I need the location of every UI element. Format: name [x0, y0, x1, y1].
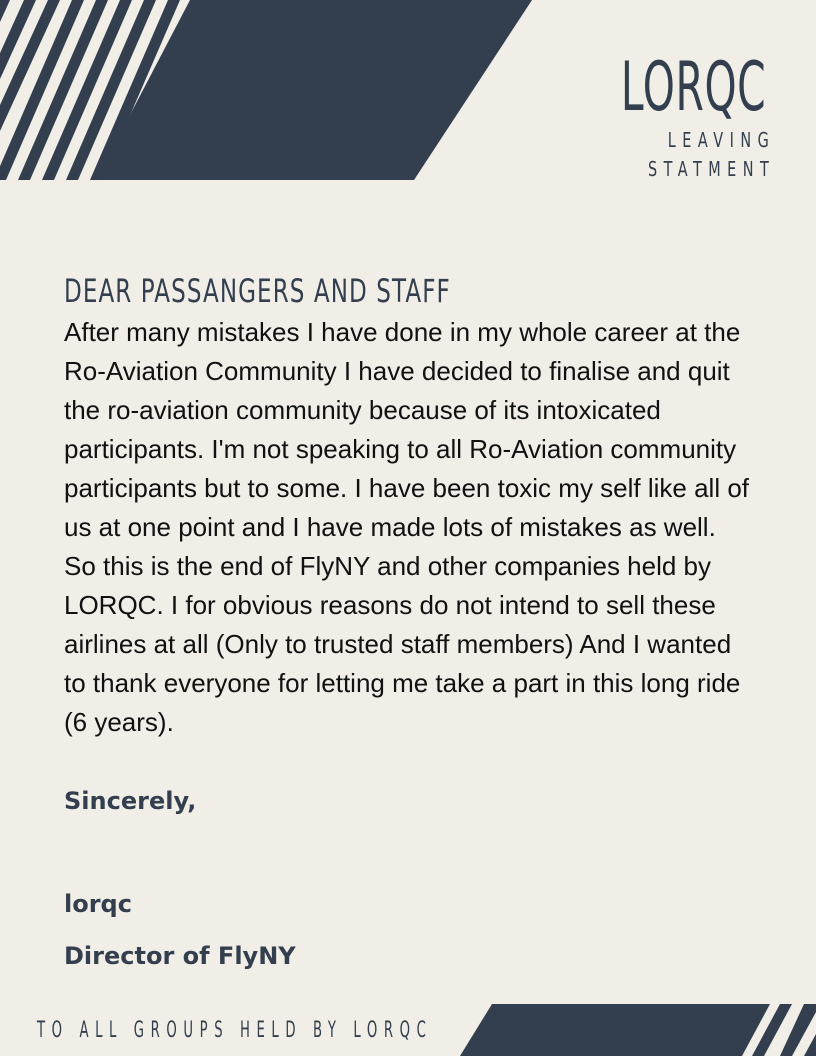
header-stripes-graphic	[0, 0, 540, 182]
footer-note: TO ALL GROUPS HELD BY LORQC	[37, 1018, 433, 1043]
letter-signoff: Sincerely,	[64, 787, 197, 815]
document-subtitle-line-2: STATMENT	[647, 157, 775, 181]
footer-banner-block	[460, 1004, 770, 1056]
letter-body: After many mistakes I have done in my whole career at the Ro-Aviation Community I have decided to finalise and quit the ro-aviation community because of its intoxicated participants. I'm not speaking to all Ro-Aviation community participants but to some. I have been toxic my self like all of us at one point and I have made lots of mistakes as well. So this is the end of FlyNY and other companies held by LORQC. I for obvious reasons do not intend to sell these airlines at all (Only to trusted staff members) And I wanted to thank everyone for letting me take a part in this long ride (6 years).	[64, 317, 750, 737]
document-subtitle-line-1: LEAVING	[667, 128, 775, 152]
brand-title: LORQC	[620, 48, 766, 127]
brand-block	[524, 48, 775, 184]
header-stripe	[0, 0, 10, 22]
footer-stripes-graphic	[0, 1000, 816, 1056]
letter-greeting: DEAR PASSANGERS AND STAFF	[64, 272, 451, 310]
signer-title: Director of FlyNY	[64, 942, 296, 970]
footer-stripe	[804, 1034, 816, 1056]
signer-name: lorqc	[64, 890, 132, 918]
